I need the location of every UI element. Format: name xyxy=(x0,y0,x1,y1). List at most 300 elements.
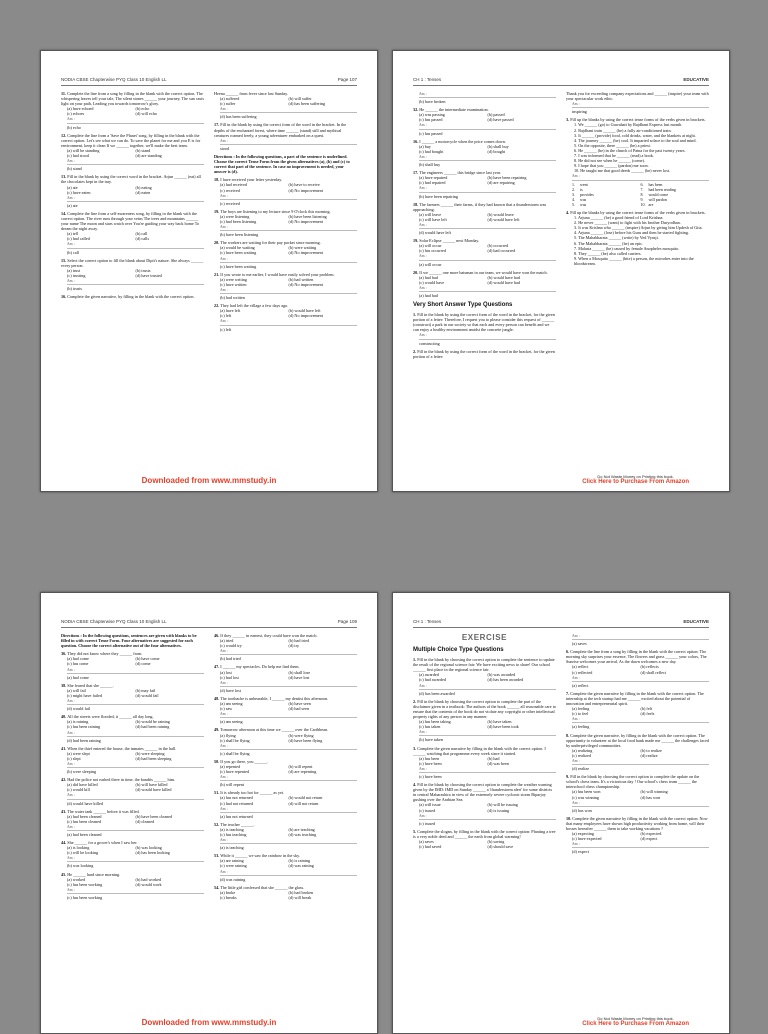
answer-label: Ans : xyxy=(419,766,427,771)
right-column xyxy=(566,91,709,457)
page-chapter-tenses-a xyxy=(392,50,730,492)
question-text xyxy=(61,91,204,106)
answer-option: (d) will not return xyxy=(288,800,319,806)
answer-option: (a) have repaired xyxy=(419,175,448,181)
answer-value: (a) is teaching xyxy=(220,845,244,851)
answer-rule xyxy=(220,194,357,200)
question-item xyxy=(413,238,556,266)
question-item xyxy=(214,177,357,205)
question-item xyxy=(413,202,556,236)
question-body: Heena ______ from fever since last Sunday. xyxy=(214,91,289,96)
answer-rule xyxy=(220,681,357,687)
answer-option: (d) has been looking xyxy=(135,850,170,856)
answer-options xyxy=(61,719,204,729)
right-column xyxy=(566,633,709,999)
answer-option: (c) has passed xyxy=(419,117,443,123)
question-body: She feared that she ______. xyxy=(67,682,114,688)
question-body: Fill in the blank by choosing the correct option to complete the part of the disclaimer given in a textbook: The authors of the book ______ all reasonable care to ensure that the contents of the book do not violate any copyright or other intellectual property rights of any person in any manner. xyxy=(413,698,556,720)
answer-option: (a) feeling xyxy=(572,706,590,712)
question-body: Complete the given narrative, by filling in the blank with the correct option. The opportunity to volunteer at the local food bank made me ______ the challenges faced by underprivileged communities. xyxy=(566,732,709,748)
answer-value: (b) have taken xyxy=(419,737,443,743)
question-number: 7. xyxy=(566,690,571,696)
question-number: 6. xyxy=(566,649,571,655)
answer-options xyxy=(413,756,556,766)
page-107 xyxy=(40,50,378,492)
answer-label: Ans : xyxy=(220,193,228,198)
question-body: All the streets were flooded; it ______ all day long. xyxy=(67,714,154,720)
answer-rule xyxy=(572,801,709,807)
answer-option: (b) saving xyxy=(487,839,505,844)
answer-cell: is xyxy=(580,186,583,192)
answer-value: (d) was raining xyxy=(220,876,246,882)
answer-label: Ans : xyxy=(67,887,75,892)
question-body: It is already too hot for ______ as yet. xyxy=(220,790,285,796)
header-chapter: CH 1 : Tenses xyxy=(413,77,442,82)
answer-option: (b) had worked xyxy=(135,876,162,882)
answer-option: (b) felt xyxy=(640,706,653,712)
answer-option: (b) will be issuing xyxy=(487,802,518,808)
answer-table xyxy=(566,182,709,207)
purchase-link[interactable]: Click Here to Purchase From Amazon xyxy=(582,1021,689,1027)
answer-label: Ans : xyxy=(220,712,228,717)
answer-rule xyxy=(220,288,357,294)
answer-option: (d) come xyxy=(135,661,151,667)
answer-label: Ans : xyxy=(67,793,75,798)
answer-option: (a) will leave xyxy=(419,211,442,217)
question-text xyxy=(61,258,204,268)
answer-value: (a) had had xyxy=(419,293,438,298)
question-item xyxy=(413,746,556,780)
answer-option: (a) suffered xyxy=(220,96,240,102)
answer-option: (c) had awarded xyxy=(419,677,446,683)
answer-label: Ans : xyxy=(220,775,228,780)
answer-rule xyxy=(67,793,204,799)
blank-item: 3. It ______ (provide) food, cold drinks, water, and the blankets at night. xyxy=(574,132,696,138)
question-text xyxy=(413,657,556,672)
answer-option: (d) was raining xyxy=(288,863,314,869)
question-item xyxy=(214,790,357,818)
answer-option: (c) have repented xyxy=(220,769,250,775)
answer-option: (b) trusts xyxy=(135,267,151,273)
answer-option: (b) echo xyxy=(135,106,150,112)
answer-rule xyxy=(67,159,204,165)
question-number: 21. xyxy=(214,271,221,277)
answer-rule xyxy=(419,286,556,292)
answer-option: (a) had come xyxy=(67,656,89,662)
question-body: The engineers ______ this bridge since last year. xyxy=(419,170,501,176)
answer-option: (d) will echo xyxy=(135,111,157,117)
answer-value: (a) reflect xyxy=(572,682,589,688)
answer-option: (c) echoes xyxy=(67,111,85,117)
purchase-footer xyxy=(582,1016,689,1027)
answer-option: (d) try xyxy=(288,643,300,649)
question-body: Fill in the blank by using the correct form of the word in the bracket, for the given portion of a letter: xyxy=(413,348,555,359)
answer-label: Ans : xyxy=(419,683,427,688)
question-number: 18. xyxy=(214,177,221,183)
answer-option: (b) will suffer xyxy=(288,96,312,102)
answer-option: (c) had saved xyxy=(419,844,442,850)
answer-value: (b) echo xyxy=(67,124,81,130)
answer-option: (c) would try xyxy=(220,643,242,649)
answer-option: (a) were listening xyxy=(220,213,250,219)
answer-rule xyxy=(419,333,556,339)
answer-option: (d) No improvement xyxy=(288,187,323,193)
answer-cell: 3. xyxy=(572,191,575,197)
answer-option: (c) would have xyxy=(419,279,445,285)
question-body: The boys are listening to my lecture since 9 O'clock this morning. xyxy=(220,208,331,214)
blank-item: 9. When a Mosquito ______ (bite) a person, the microbes enter into the bloodstream. xyxy=(574,255,694,266)
answer-option: (b) have taken xyxy=(487,719,512,725)
question-number: 4. xyxy=(413,782,418,788)
answer-option: (c) realized xyxy=(572,752,591,758)
answer-option: (d) realize xyxy=(640,752,658,758)
question-number: 54. xyxy=(214,884,221,890)
question-number: 45. xyxy=(61,871,68,877)
question-number: 20. xyxy=(413,269,420,275)
answer-rule xyxy=(220,838,357,844)
answer-option: (c) left xyxy=(220,313,232,319)
answer-option: (a) trust xyxy=(67,267,81,273)
question-text xyxy=(566,816,709,831)
answer-option: (b) reflects xyxy=(640,664,659,670)
answer-rule xyxy=(67,242,204,248)
answer-option: (d) has been awarded xyxy=(487,677,524,683)
answer-value: inspiring xyxy=(572,109,587,115)
answer-option: (a) reflect xyxy=(572,664,589,670)
answer-option: (d) have passed xyxy=(487,117,514,123)
answer-label: Ans : xyxy=(419,254,427,259)
blank-item: 4. Arjuna ______ (lose) before his Guru and then he started fighting. xyxy=(574,230,690,236)
answer-cell: 2. xyxy=(572,186,575,192)
answer-option: (d) has been suffering xyxy=(288,101,326,107)
question-item xyxy=(413,139,556,167)
answer-option: (a) were writing xyxy=(220,276,247,282)
answer-rule xyxy=(220,649,357,655)
question-item xyxy=(61,133,204,172)
answer-label: Ans : xyxy=(67,699,75,704)
question-body: If you wrote to me earlier, I would have easily solved your problem. xyxy=(220,271,335,277)
answer-cell: 7. xyxy=(640,186,644,192)
blank-item: 9. I hope that you ______ (pardon) me soon. xyxy=(574,163,649,169)
question-text xyxy=(413,349,556,359)
answer-option: (c) had been listening xyxy=(220,218,257,224)
blank-list xyxy=(566,122,709,173)
question-number: 19. xyxy=(214,208,221,214)
question-number: 3. xyxy=(413,745,418,751)
question-item xyxy=(214,272,357,300)
question-text xyxy=(61,174,204,184)
answer-rule xyxy=(419,92,556,98)
answer-option: (b) is raining xyxy=(288,858,311,864)
question-number: 11. xyxy=(61,91,68,96)
answer-option: (a) will occur xyxy=(419,243,442,249)
answer-cell: 9. xyxy=(640,196,644,202)
exercise-title: EXERCISE xyxy=(461,633,508,642)
answer-option: (a) has not returned xyxy=(220,795,253,801)
answer-options xyxy=(61,751,204,761)
answer-option: (c) has been working xyxy=(67,881,103,887)
answer-option: (c) had stood xyxy=(67,153,89,159)
answer-options xyxy=(61,845,204,855)
question-body: The water tank ______ before it was filled. xyxy=(67,808,140,814)
answer-value: (d) has been suffering xyxy=(220,114,257,120)
blank-item: 1. Arjuna ______ (be) a good friend of Lord Krishna. xyxy=(574,215,664,221)
question-item xyxy=(214,727,357,755)
question-number: 15. xyxy=(61,257,68,263)
question-number: 9. xyxy=(566,774,571,780)
question-item xyxy=(413,349,556,359)
question-body: If you go there, you ______. xyxy=(220,758,269,764)
question-body: She ______ for a grocer's when I saw her. xyxy=(67,840,138,846)
section-title: Very Short Answer Type Questions xyxy=(413,302,513,309)
answer-options xyxy=(413,672,556,682)
answer-option: (b) passed xyxy=(487,112,505,118)
blank-item: 6. He ______ (be) in the church of Patna for the past twenty years. xyxy=(574,147,686,153)
answer-options xyxy=(61,688,204,698)
answer-option: (d) have been took xyxy=(487,724,519,730)
question-text xyxy=(413,829,556,839)
question-body: Complete the given narrative, by filling in the blank with the correct option. xyxy=(67,294,195,300)
question-text xyxy=(413,202,556,212)
answer-option: (d) No improvement xyxy=(288,313,323,319)
answer-label: Ans : xyxy=(419,813,427,818)
question-number: 47. xyxy=(214,664,221,670)
answer-label: Ans : xyxy=(220,806,228,811)
question-number: 41. xyxy=(61,745,68,751)
answer-option: (d) shall reflect xyxy=(640,669,667,675)
question-text xyxy=(413,312,556,332)
answer-value: (c) has passed xyxy=(419,130,443,136)
answer-value: (d) had been raining xyxy=(67,737,101,743)
question-item xyxy=(61,91,204,130)
answer-option: (c) have been xyxy=(419,760,442,766)
answer-option: (d) had been raining xyxy=(135,724,170,730)
answer-option: (d) have lost xyxy=(288,674,310,680)
question-number: 38. xyxy=(61,682,68,688)
answer-option: (b) have come xyxy=(135,656,160,662)
answer-rule xyxy=(67,888,204,894)
answer-label: Ans : xyxy=(419,333,427,338)
question-body: The workers are waiting for their pay packet since morning. xyxy=(220,240,321,246)
answer-option: (b) shall buy xyxy=(487,143,509,149)
answer-value: (b) had tried xyxy=(220,656,241,662)
answer-option: (b) were sleeping xyxy=(135,750,165,756)
intro-text: Thank you for exceeding company expectations and ______ (inspire) your team with your spectacular work ethic. xyxy=(566,91,709,102)
question-item xyxy=(214,885,357,900)
page-header xyxy=(413,77,709,86)
answer-option: (b) are teaching xyxy=(288,826,315,832)
answer-options xyxy=(214,890,357,900)
question-number: 5. xyxy=(413,828,418,834)
blank-item: 7. Malaria ______ (be) caused by female Anopheles mosquito. xyxy=(574,245,680,251)
answer-value: (b) call xyxy=(67,249,79,255)
answer-label: Ans : xyxy=(419,92,427,96)
answer-option: (d) No improvement xyxy=(288,218,323,224)
answer-options xyxy=(566,831,709,841)
question-item xyxy=(566,634,709,646)
answer-label: Ans : xyxy=(220,288,228,292)
question-item xyxy=(214,696,357,724)
answer-value: (b) was looking xyxy=(67,863,94,869)
answer-value: (c) have been xyxy=(419,773,442,779)
answer-option: (a) flying xyxy=(220,732,236,738)
question-body: They had left the village a few days ago. xyxy=(220,303,289,309)
answer-option: (c) trusting xyxy=(67,272,86,278)
answer-option: (a) have left xyxy=(220,308,241,314)
answer-value: (b) have been repairing xyxy=(419,193,458,199)
answer-rule xyxy=(419,123,556,129)
answer-options xyxy=(214,245,357,255)
question-number: 16. xyxy=(61,294,68,300)
answer-options xyxy=(214,764,357,774)
answer-option: (c) had lost xyxy=(220,674,239,680)
question-item xyxy=(214,633,357,661)
download-footer-link[interactable]: Downloaded from www.mmstudy.in xyxy=(141,476,277,485)
answer-label: Ans : xyxy=(67,159,75,164)
answer-options xyxy=(413,144,556,154)
question-number: 32. xyxy=(413,107,420,113)
answer-option: (d) would fail xyxy=(135,692,159,698)
answer-value: (b) have been listening xyxy=(220,232,259,238)
answer-options xyxy=(214,182,357,192)
directions-text: Directions : In the following questions, sentences are given with blanks to be filled in with correct Tense Form. Four alternatives are suggested for each question. Choose the correct alternative out of the four alternatives. xyxy=(61,633,197,649)
question-item xyxy=(214,822,357,850)
answer-option: (b) may fail xyxy=(135,687,156,693)
question-body: If they ______ in earnest, they could have won the match. xyxy=(220,633,318,638)
answer-options xyxy=(214,670,357,680)
answer-option: (c) have eaten xyxy=(67,189,91,195)
answer-option: (a) did have killed xyxy=(67,782,98,788)
answer-rule xyxy=(572,174,709,180)
blank-item: 8. He did not see when he ______ (come). xyxy=(574,158,645,164)
question-text xyxy=(566,649,709,664)
answer-rule xyxy=(419,814,556,820)
answer-label: Ans : xyxy=(572,758,580,763)
question-body: Fill up the blanks by using the correct tense forms of the verbs given in brackets. xyxy=(570,117,706,123)
question-item xyxy=(566,117,709,207)
answer-option: (b) would not return xyxy=(288,795,323,801)
answer-cell: went xyxy=(580,181,588,187)
answer-rule xyxy=(220,319,357,325)
answer-option: (a) had had xyxy=(419,274,438,280)
header-page-number: Page 109 xyxy=(337,619,357,624)
answer-option: (c) has occurred xyxy=(419,248,446,254)
question-number: 46. xyxy=(214,633,221,638)
question-item xyxy=(61,258,204,292)
answer-option: (c) has been raining xyxy=(67,724,101,730)
answer-value: (d) would have left xyxy=(419,230,451,236)
question-item xyxy=(61,174,204,208)
answer-rule xyxy=(572,634,709,640)
page-header xyxy=(61,619,357,628)
answer-rule xyxy=(220,139,357,145)
answer-option: (b) expected xyxy=(640,831,662,837)
answer-value: (c) left xyxy=(220,326,232,332)
answer-value: stood xyxy=(220,145,230,151)
question-number: 19. xyxy=(413,238,420,244)
answer-option: (c) suffer xyxy=(220,101,236,107)
answer-options xyxy=(413,802,556,812)
answer-option: (a) saves xyxy=(419,839,434,844)
answer-option: (b) will winning xyxy=(640,789,668,795)
answer-option: (c) had not returned xyxy=(220,800,254,806)
answer-option: (b) eating xyxy=(135,184,152,190)
answer-label: Ans : xyxy=(419,222,427,227)
question-number: 4. xyxy=(566,209,571,215)
answer-options xyxy=(566,706,709,716)
answer-option: (d) No improvement xyxy=(288,250,323,256)
answer-option: (b) were flying xyxy=(288,732,314,738)
left-column xyxy=(61,91,204,457)
answer-rule xyxy=(220,712,357,718)
answer-option: (a) lost xyxy=(220,669,232,675)
download-footer-link[interactable]: Downloaded from www.mmstudy.in xyxy=(141,1018,277,1027)
answer-options xyxy=(61,185,204,195)
answer-option: (a) has been xyxy=(419,755,440,761)
answer-option: (a) were slept xyxy=(67,750,90,756)
question-body: They did not know where they ______ from. xyxy=(67,651,143,657)
page-109 xyxy=(40,592,378,1034)
answer-value: (b) shall buy xyxy=(419,162,441,168)
question-body: I have received your letter yesterday. xyxy=(220,177,283,183)
question-body: He ______ hard since morning. xyxy=(67,871,121,877)
answer-value: (d) would have killed xyxy=(67,800,103,806)
question-number: 40. xyxy=(61,714,68,720)
purchase-link[interactable]: Click Here to Purchase From Amazon xyxy=(582,479,689,485)
answer-option: (a) expecting xyxy=(572,831,594,837)
answer-cell: had been reading xyxy=(648,186,676,192)
question-item xyxy=(214,664,357,692)
answer-option: (a) had received xyxy=(220,182,247,188)
question-number: 20. xyxy=(214,240,221,246)
question-item xyxy=(61,651,204,679)
answer-cell: provides xyxy=(580,191,594,197)
answer-rule xyxy=(419,155,556,161)
answer-option: (b) have to receive xyxy=(288,182,320,188)
answer-option: (d) have been flying xyxy=(288,737,323,743)
answer-rule xyxy=(572,759,709,765)
answer-options xyxy=(413,243,556,253)
answer-option: (c) were raining xyxy=(220,863,247,869)
answer-cell: 1. xyxy=(572,181,575,187)
answer-options xyxy=(566,664,709,674)
answer-value: (a) has not returned xyxy=(220,813,253,819)
answer-option: (c) breaks xyxy=(220,894,237,900)
blank-item: 5. The Mahabharata ______ (write) by Ved Vyasji. xyxy=(574,235,659,241)
answer-option: (b) were waiting xyxy=(288,245,317,251)
question-item xyxy=(61,714,204,742)
answer-value: (d) have lost xyxy=(220,687,241,693)
answer-rule xyxy=(67,762,204,768)
answer-cell: was xyxy=(580,196,587,202)
answer-rule xyxy=(419,186,556,192)
answer-cell: 10. xyxy=(640,201,646,207)
answer-option: (c) issued xyxy=(419,807,436,813)
question-item xyxy=(61,777,204,805)
answer-option: (a) has been taking xyxy=(419,719,451,725)
blank-item: 3. It was Krishna who ______ (inspire) Arjun by giving him Updesh of Gita. xyxy=(574,225,703,231)
answer-options xyxy=(413,275,556,285)
question-item xyxy=(214,209,357,237)
question-item xyxy=(413,657,556,696)
question-item xyxy=(214,91,357,119)
answer-option: (d) are standing xyxy=(135,153,162,159)
question-item xyxy=(566,102,709,114)
question-number: 12. xyxy=(61,132,68,138)
answer-option: (b) had tried xyxy=(288,638,310,644)
answer-option: (b) to realize xyxy=(640,747,662,753)
answer-value: (a) feeling xyxy=(572,724,590,730)
